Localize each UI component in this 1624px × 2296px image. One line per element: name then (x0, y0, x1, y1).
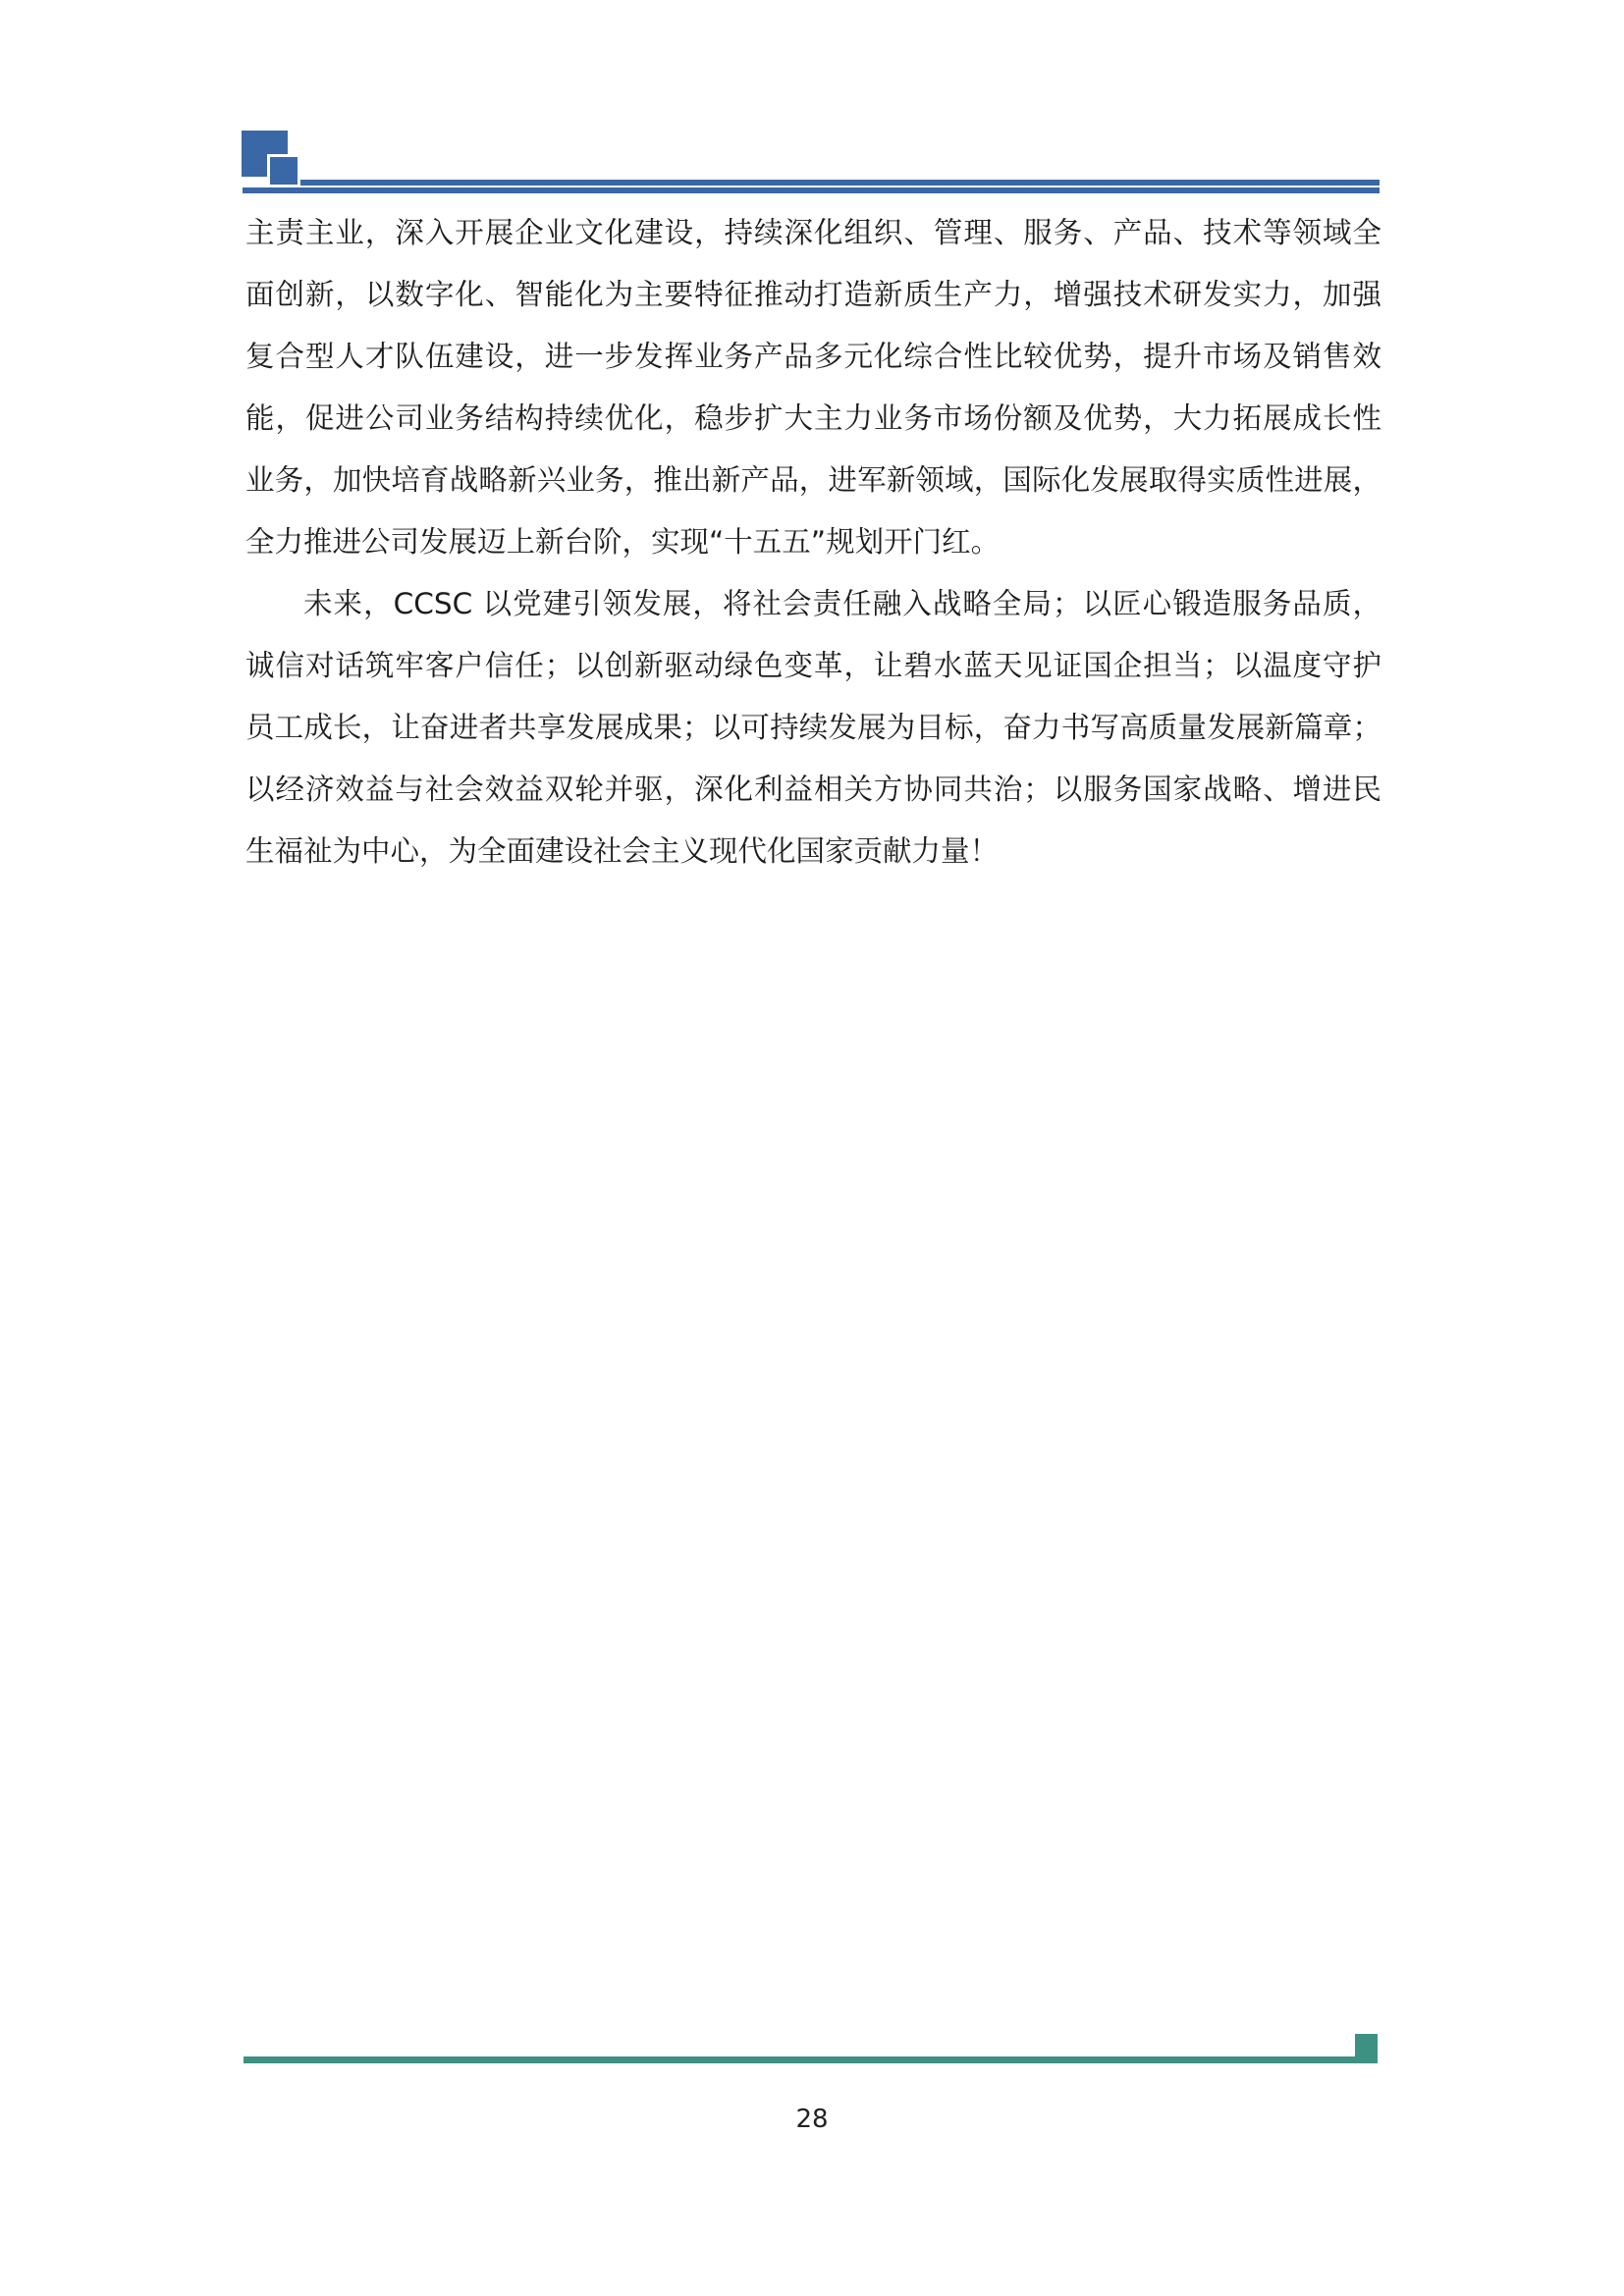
header-rule-bottom (243, 187, 1380, 193)
text-line: 生福祉为中心，为全面建设社会主义现代化国家贡献力量！ (245, 834, 1000, 868)
page-number: 28 (795, 2105, 829, 2134)
text-line: 主责主业，深入开展企业文化建设，持续深化组织、管理、服务、产品、技术等领域全 (245, 216, 1381, 249)
text-line: 全力推进公司发展迈上新台阶，实现“十五五”规划开门红。 (245, 525, 1001, 559)
footer-accent-square (1355, 2034, 1378, 2063)
paragraph-1 (245, 202, 1381, 573)
text-line: 诚信对话筑牢客户信任；以创新驱动绿色变革，让碧水蓝天见证国企担当；以温度守护 (245, 649, 1381, 682)
text-line: 业务，加快培育战略新兴业务，推出新产品，进军新领域，国际化发展取得实质性进展， (245, 463, 1381, 497)
text-line: 未来，CCSC 以党建引领发展，将社会责任融入战略全局；以匠心锻造服务品质， (303, 587, 1381, 620)
text-line: 面创新，以数字化、智能化为主要特征推动打造新质生产力，增强技术研发实力，加强 (245, 278, 1381, 311)
decorative-square-small (267, 154, 300, 187)
paragraph-2 (245, 573, 1381, 882)
body-text (245, 202, 1381, 882)
text-line: 员工成长，让奋进者共享发展成果；以可持续发展为目标，奋力书写高质量发展新篇章； (245, 711, 1381, 744)
text-line: 能，促进公司业务结构持续优化，稳步扩大主力业务市场份额及优势，大力拓展成长性 (245, 401, 1381, 435)
footer-rule (244, 2056, 1378, 2063)
text-line: 以经济效益与社会效益双轮并驱，深化利益相关方协同共治；以服务国家战略、增进民 (245, 773, 1381, 806)
header-rule-top (300, 180, 1380, 186)
text-line: 复合型人才队伍建设，进一步发挥业务产品多元化综合性比较优势，提升市场及销售效 (245, 340, 1381, 373)
